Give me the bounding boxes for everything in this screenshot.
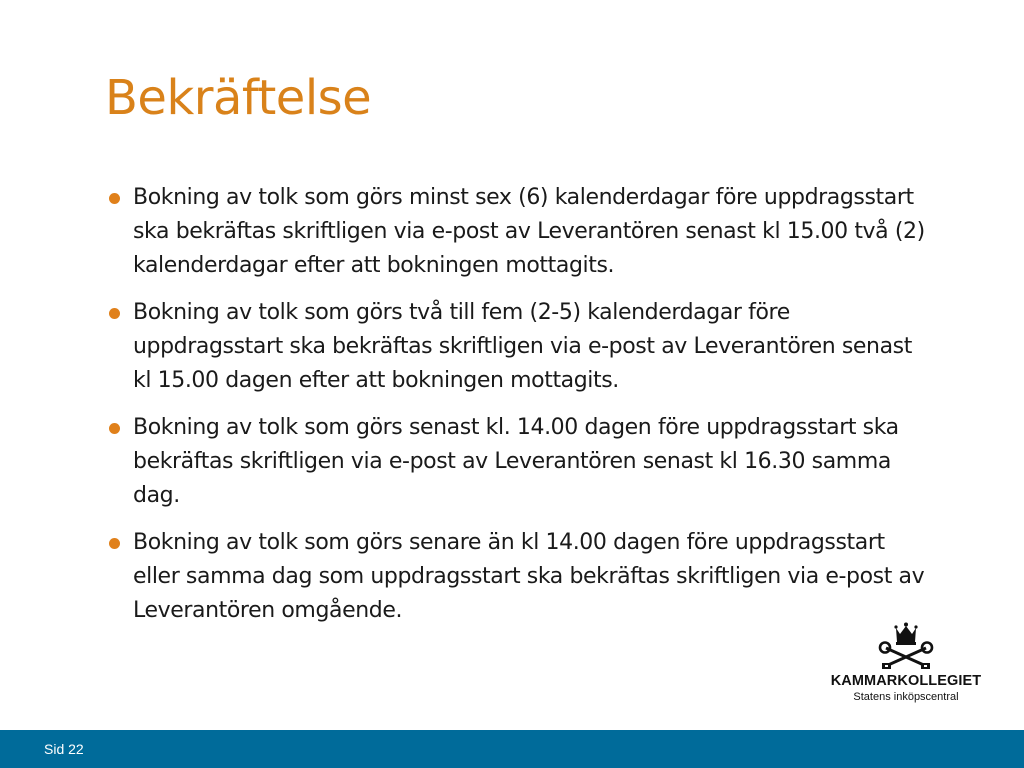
bullet-text: Bokning av tolk som görs senare än kl 14.00 dagen före uppdragsstart eller samma dag som uppdragsstart ska bekräftas skriftligen via e-post av Leverantören omgående.: [133, 530, 925, 623]
logo-name: KAMMARKOLLEGIET: [830, 673, 982, 689]
bullet-dot-icon: [109, 538, 120, 549]
page-number: Sid 22: [44, 741, 84, 757]
bullet-dot-icon: [109, 423, 120, 434]
bullet-text: Bokning av tolk som görs senast kl. 14.00 dagen före uppdragsstart ska bekräftas skriftligen via e-post av Leverantören senast kl 16.30 samma dag.: [133, 415, 899, 508]
bullet-text: Bokning av tolk som görs två till fem (2-5) kalenderdagar före uppdragsstart ska bekräftas skriftligen via e-post av Leverantören senast kl 15.00 dagen efter att bokningen mottagits.: [133, 300, 912, 393]
bullet-dot-icon: [109, 193, 120, 204]
logo-subtitle: Statens inköpscentral: [853, 691, 959, 703]
bullet-list: [105, 181, 935, 641]
crown-crossed-keys-icon: [876, 622, 936, 672]
bullet-item: [105, 411, 935, 513]
footer-bar: [0, 730, 1024, 768]
bullet-item: [105, 526, 935, 628]
slide-title: Bekräftelse: [105, 70, 372, 126]
kammarkollegiet-logo: [826, 622, 986, 706]
bullet-text: Bokning av tolk som görs minst sex (6) kalenderdagar före uppdragsstart ska bekräftas skriftligen via e-post av Leverantören senast kl 15.00 två (2) kalenderdagar efter att bokningen mottagits.: [133, 185, 925, 278]
bullet-dot-icon: [109, 308, 120, 319]
bullet-item: [105, 296, 935, 398]
bullet-item: [105, 181, 935, 283]
